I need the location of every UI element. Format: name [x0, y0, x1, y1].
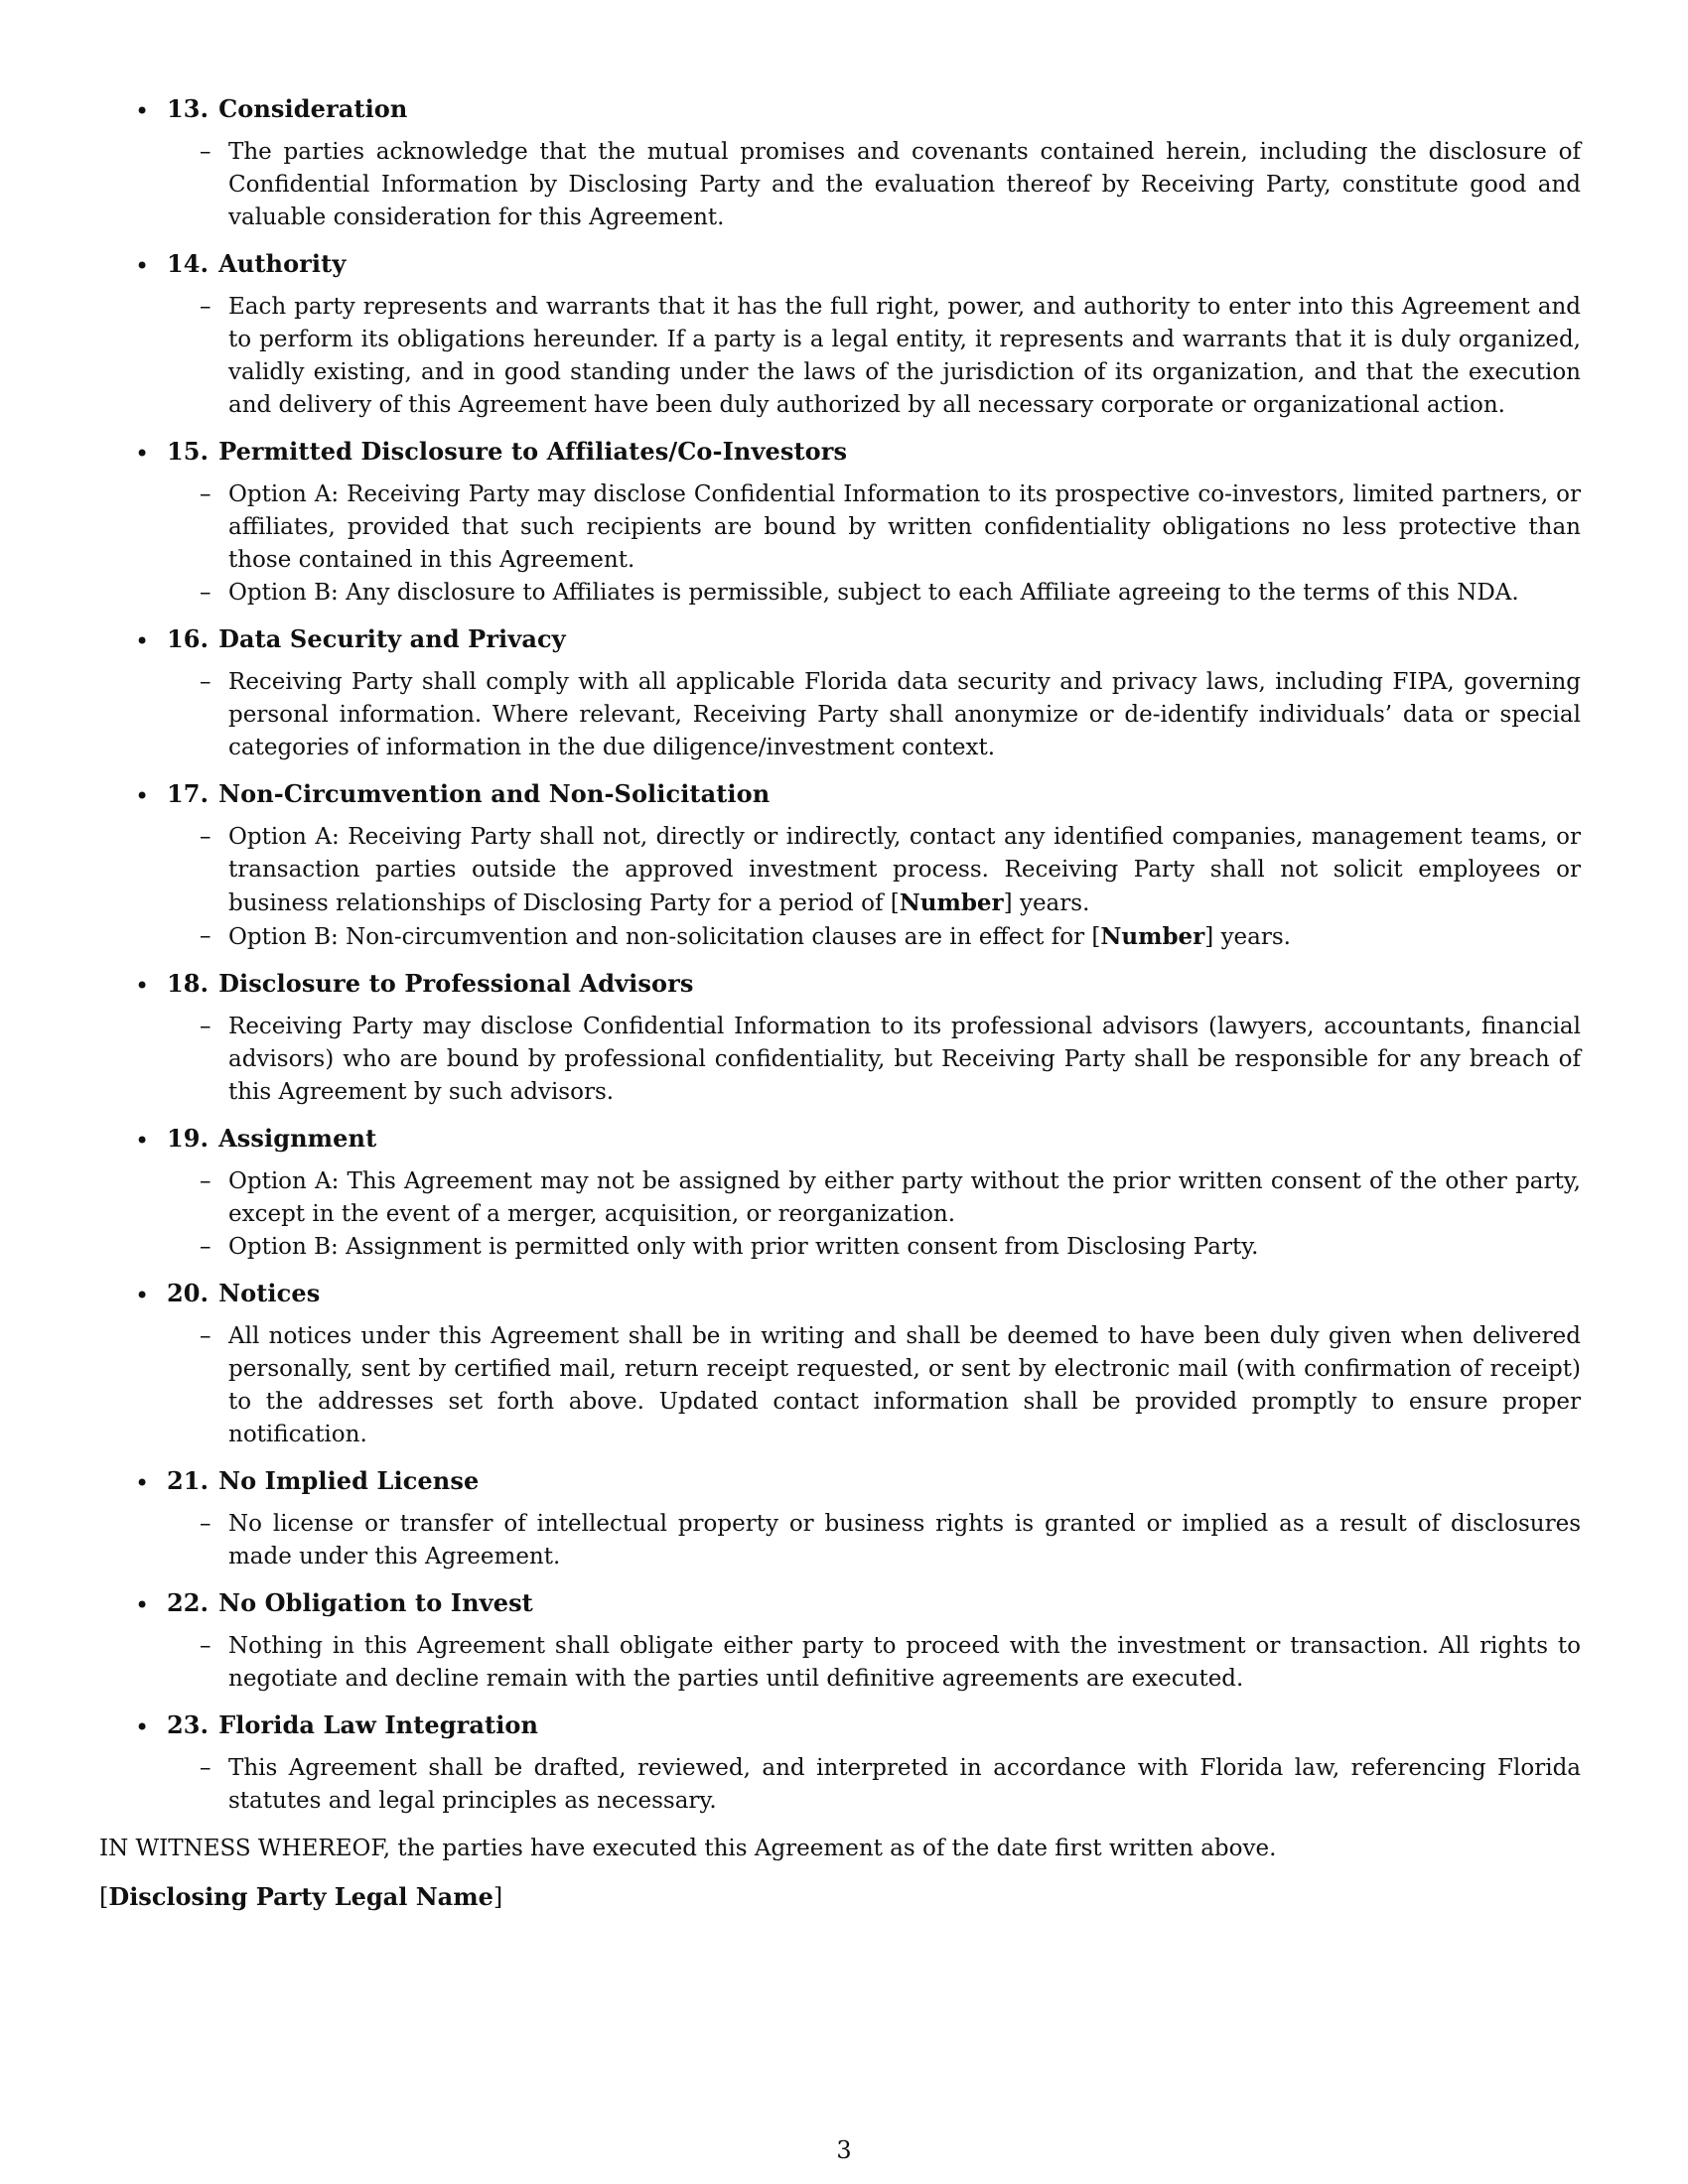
- section-number: 13.: [167, 94, 210, 123]
- section-number: 22.: [167, 1588, 210, 1617]
- clause-list: [167, 1320, 1589, 1451]
- document-page: [99, 94, 1589, 1913]
- signature-block: [99, 1881, 1589, 1913]
- section-title: Non-Circumvention and Non-Solicitation: [218, 779, 771, 808]
- clause-item: [167, 1231, 1581, 1264]
- bullet-icon: •: [135, 1713, 150, 1741]
- section-title: No Implied License: [218, 1466, 480, 1495]
- dash-icon: –: [200, 824, 211, 850]
- bullet-icon: •: [135, 1127, 150, 1155]
- section-heading: [167, 1588, 1589, 1618]
- section-23: [99, 1710, 1589, 1818]
- placeholder-number: Number: [899, 889, 1004, 916]
- dash-icon: –: [200, 1755, 211, 1781]
- section-heading: [167, 1466, 1589, 1496]
- section-number: 16.: [167, 624, 210, 653]
- section-22: [99, 1588, 1589, 1696]
- clause-item: [167, 1630, 1581, 1696]
- clause-list: [167, 136, 1589, 234]
- section-number: 19.: [167, 1124, 210, 1153]
- clause-list: [167, 1011, 1589, 1109]
- section-title: Assignment: [218, 1124, 377, 1153]
- clause-item: [167, 1508, 1581, 1573]
- section-20: [99, 1279, 1589, 1451]
- clause-item: [167, 1011, 1581, 1109]
- clause-item: [167, 666, 1581, 764]
- clause-item: [167, 291, 1581, 422]
- dash-icon: –: [200, 923, 211, 949]
- section-number: 17.: [167, 779, 210, 808]
- bullet-icon: •: [135, 252, 150, 280]
- section-title: Consideration: [218, 94, 408, 123]
- bullet-icon: •: [135, 627, 150, 655]
- bullet-icon: •: [135, 1282, 150, 1309]
- dash-icon: –: [200, 1511, 211, 1537]
- section-title: Data Security and Privacy: [218, 624, 566, 653]
- signature-bracket-close: ]: [492, 1883, 503, 1911]
- clause-text: No license or transfer of intellectual property or business rights is granted or implied as a result of disclosures made under this Agreement.: [228, 1511, 1581, 1570]
- clause-text: This Agreement shall be drafted, reviewed, and interpreted in accordance with Florida law, referencing Florida statutes and legal principles as necessary.: [228, 1755, 1581, 1814]
- section-title: No Obligation to Invest: [218, 1588, 533, 1617]
- section-number: 18.: [167, 969, 210, 998]
- section-15: [99, 437, 1589, 610]
- section-title: Notices: [218, 1279, 321, 1307]
- clause-text: Receiving Party may disclose Confidential Information to its professional advisors (lawyers, accountants, financial advisors) who are bound by professional confidentiality, but Receiving Party shall be responsible for any breach of this Agreement by such advisors.: [228, 1014, 1581, 1105]
- section-title: Authority: [218, 249, 347, 278]
- section-heading: [167, 94, 1589, 124]
- section-13: [99, 94, 1589, 234]
- dash-icon: –: [200, 1323, 211, 1349]
- clause-item: [167, 1320, 1581, 1451]
- clause-item: [167, 821, 1581, 920]
- dash-icon: –: [200, 1633, 211, 1659]
- clause-text: Option A: Receiving Party may disclose Confidential Information to its prospective co-investors, limited partners, or affiliates, provided that such recipients are bound by written confidentiality obligations no less protective than those contained in this Agreement.: [228, 481, 1581, 573]
- section-21: [99, 1466, 1589, 1573]
- section-18: [99, 969, 1589, 1109]
- clause-item: [167, 136, 1581, 234]
- clause-text-end: ] years.: [1204, 924, 1291, 950]
- clause-text: Option B: Assignment is permitted only with prior written consent from Disclosing Party.: [228, 1234, 1259, 1260]
- dash-icon: –: [200, 1014, 211, 1039]
- section-title: Permitted Disclosure to Affiliates/Co-Investors: [218, 437, 848, 466]
- clause-text: Option A: Receiving Party shall not, directly or indirectly, contact any identified companies, management teams, or transaction parties outside the approved investment process. Receiving Party shall not solicit employees or business relationships of Disclosing Party for a period of [: [228, 824, 1581, 916]
- page-number: 3: [836, 2136, 852, 2164]
- clause-item: [167, 478, 1581, 577]
- signature-bracket-open: [: [99, 1883, 109, 1911]
- section-number: 21.: [167, 1466, 210, 1495]
- section-17: [99, 779, 1589, 954]
- section-heading: [167, 1710, 1589, 1740]
- section-19: [99, 1124, 1589, 1264]
- dash-icon: –: [200, 669, 211, 695]
- section-14: [99, 249, 1589, 422]
- clause-text: Receiving Party shall comply with all applicable Florida data security and privacy laws, including FIPA, governing personal information. Where relevant, Receiving Party shall anonymize or de-identify individuals’ data or special categories of information in the due diligence/investment context.: [228, 669, 1581, 760]
- bullet-icon: •: [135, 782, 150, 810]
- clause-item: [167, 920, 1581, 954]
- clause-text: Nothing in this Agreement shall obligate either party to proceed with the investment or transaction. All rights to negotiate and decline remain with the parties until definitive agreements are executed.: [228, 1633, 1581, 1692]
- section-title: Disclosure to Professional Advisors: [218, 969, 694, 998]
- clause-item: [167, 1752, 1581, 1818]
- witness-statement: IN WITNESS WHEREOF, the parties have executed this Agreement as of the date first written above.: [99, 1836, 1277, 1861]
- bullet-icon: •: [135, 97, 150, 125]
- clause-text: Option B: Any disclosure to Affiliates is permissible, subject to each Affiliate agreeing to the terms of this NDA.: [228, 580, 1519, 606]
- clause-text: Option B: Non-circumvention and non-solicitation clauses are in effect for [: [228, 924, 1101, 950]
- dash-icon: –: [200, 1168, 211, 1194]
- placeholder-number: Number: [1100, 923, 1205, 950]
- clause-text: All notices under this Agreement shall be in writing and shall be deemed to have been duly given when delivered personally, sent by certified mail, return receipt requested, or sent by electronic mail (with confirmation of receipt) to the addresses set forth above. Updated contact information shall be provided promptly to ensure proper notification.: [228, 1323, 1581, 1447]
- section-number: 20.: [167, 1279, 210, 1307]
- section-heading: [167, 969, 1589, 999]
- dash-icon: –: [200, 580, 211, 606]
- clause-item: [167, 577, 1581, 610]
- dash-icon: –: [200, 1234, 211, 1260]
- section-heading: [167, 624, 1589, 654]
- clause-item: [167, 1165, 1581, 1231]
- section-heading: [167, 1279, 1589, 1308]
- bullet-icon: •: [135, 972, 150, 1000]
- clause-list: [167, 478, 1589, 610]
- dash-icon: –: [200, 294, 211, 320]
- section-list: [99, 94, 1589, 1818]
- section-title: Florida Law Integration: [218, 1710, 539, 1739]
- bullet-icon: •: [135, 440, 150, 468]
- clause-list: [167, 1165, 1589, 1264]
- clause-list: [167, 1752, 1589, 1818]
- disclosing-party-name: Disclosing Party Legal Name: [108, 1882, 493, 1911]
- section-heading: [167, 249, 1589, 279]
- bullet-icon: •: [135, 1469, 150, 1497]
- clause-list: [167, 821, 1589, 954]
- clause-text: Each party represents and warrants that it has the full right, power, and authority to enter into this Agreement and to perform its obligations hereunder. If a party is a legal entity, it represents and warrants that it is duly organized, validly existing, and in good standing under the laws of the jurisdiction of its organization, and that the execution and delivery of this Agreement have been duly authorized by all necessary corporate or organizational action.: [228, 294, 1581, 418]
- section-number: 14.: [167, 249, 210, 278]
- section-number: 23.: [167, 1710, 210, 1739]
- clause-list: [167, 1630, 1589, 1696]
- clause-list: [167, 666, 1589, 764]
- clause-text: The parties acknowledge that the mutual promises and covenants contained herein, including the disclosure of Confidential Information by Disclosing Party and the evaluation thereof by Receiving Party, constitute good and valuable consideration for this Agreement.: [228, 139, 1581, 230]
- dash-icon: –: [200, 139, 211, 165]
- section-heading: [167, 1124, 1589, 1154]
- bullet-icon: •: [135, 1591, 150, 1619]
- clause-text: Option A: This Agreement may not be assigned by either party without the prior written consent of the other party, except in the event of a merger, acquisition, or reorganization.: [228, 1168, 1581, 1227]
- clause-text-end: ] years.: [1003, 890, 1090, 916]
- dash-icon: –: [200, 481, 211, 507]
- section-number: 15.: [167, 437, 210, 466]
- section-heading: [167, 437, 1589, 467]
- clause-list: [167, 291, 1589, 422]
- section-16: [99, 624, 1589, 764]
- clause-list: [167, 1508, 1589, 1573]
- section-heading: [167, 779, 1589, 809]
